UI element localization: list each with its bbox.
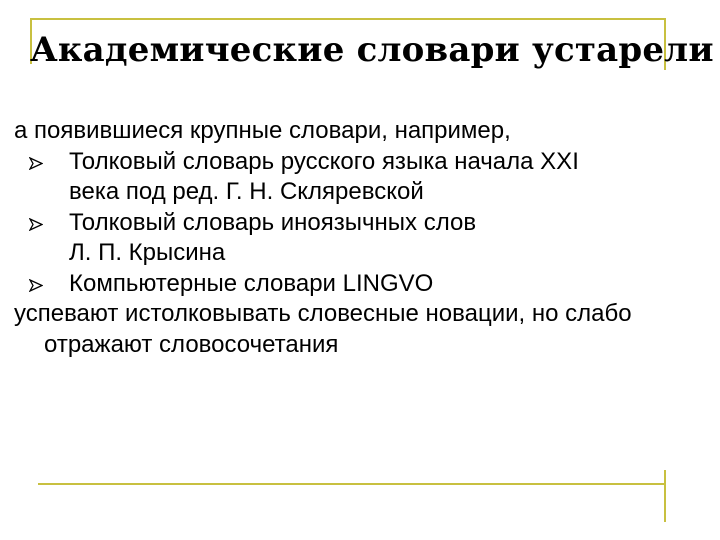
list-item-line: Компьютерные словари LINGVO [69, 269, 434, 297]
arrowhead-bullet-icon [29, 279, 43, 292]
list-item [14, 208, 674, 269]
conclusion-paragraph: успевают истолковывать словесные новации, но слабо отражают словосочетания [14, 300, 632, 358]
arrowhead-bullet-icon [29, 157, 43, 170]
arrowhead-bullet-icon [29, 218, 43, 231]
frame-bottom-right-line [664, 470, 666, 522]
list-item-line: Толковый словарь русского языка начала XXI [69, 147, 579, 175]
list-item [14, 269, 674, 300]
frame-bottom-line [38, 483, 666, 485]
slide-title: Академические словари устарели [30, 30, 714, 70]
list-item-line: Л. П. Крысина [69, 239, 226, 266]
list-item-line: века под ред. Г. Н. Скляревской [69, 178, 424, 205]
list-item [14, 147, 674, 208]
intro-paragraph: а появившиеся крупные словари, например, [14, 117, 511, 144]
frame-top-line [30, 18, 664, 20]
list-item-line: Толковый словарь иноязычных слов [69, 208, 477, 236]
slide-body [14, 116, 674, 360]
